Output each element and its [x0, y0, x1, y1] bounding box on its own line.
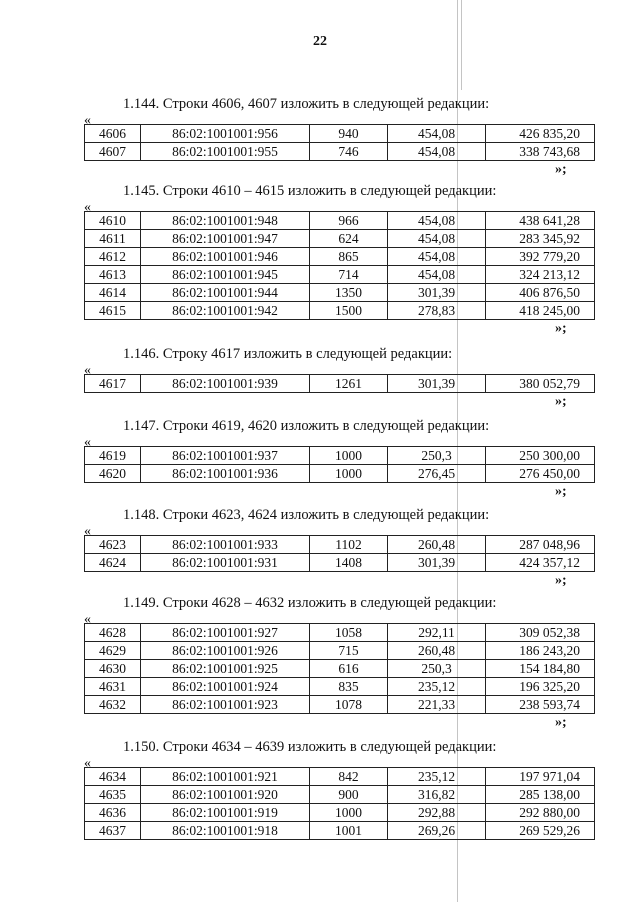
- table-row: [85, 125, 595, 143]
- rate-cell: 278,83: [388, 302, 486, 320]
- value-cell: 406 876,50: [486, 284, 595, 302]
- area-cell: 1000: [310, 465, 388, 483]
- row-number-cell: 4635: [85, 786, 141, 804]
- cadastral-number-cell: 86:02:1001001:920: [141, 786, 310, 804]
- value-cell: 197 971,04: [486, 768, 595, 786]
- rate-cell: 292,11: [388, 624, 486, 642]
- table-row: [85, 375, 595, 393]
- value-cell: 309 052,38: [486, 624, 595, 642]
- closing-quote: »;: [555, 162, 567, 177]
- table-row: [85, 660, 595, 678]
- row-number-cell: 4624: [85, 554, 141, 572]
- parcel-table: [84, 535, 595, 572]
- table-row: [85, 212, 595, 230]
- table-row: [85, 230, 595, 248]
- area-cell: 715: [310, 642, 388, 660]
- section-heading: 1.150. Строки 4634 – 4639 изложить в следующей редакции:: [123, 739, 497, 755]
- opening-quote: «: [84, 200, 91, 215]
- rate-cell: 250,3: [388, 660, 486, 678]
- rate-cell: 301,39: [388, 284, 486, 302]
- rate-cell: 260,48: [388, 536, 486, 554]
- table-row: [85, 536, 595, 554]
- area-cell: 1001: [310, 822, 388, 840]
- section-heading: 1.147. Строки 4619, 4620 изложить в следующей редакции:: [123, 418, 490, 434]
- area-cell: 1058: [310, 624, 388, 642]
- area-cell: 1078: [310, 696, 388, 714]
- value-cell: 285 138,00: [486, 786, 595, 804]
- row-number-cell: 4630: [85, 660, 141, 678]
- cadastral-number-cell: 86:02:1001001:931: [141, 554, 310, 572]
- row-number-cell: 4620: [85, 465, 141, 483]
- row-number-cell: 4617: [85, 375, 141, 393]
- table-row: [85, 642, 595, 660]
- cadastral-number-cell: 86:02:1001001:921: [141, 768, 310, 786]
- table-row: [85, 248, 595, 266]
- section-heading: 1.145. Строки 4610 – 4615 изложить в следующей редакции:: [123, 183, 497, 199]
- value-cell: 438 641,28: [486, 212, 595, 230]
- cadastral-number-cell: 86:02:1001001:919: [141, 804, 310, 822]
- closing-quote: »;: [555, 715, 567, 730]
- rate-cell: 301,39: [388, 554, 486, 572]
- area-cell: 940: [310, 125, 388, 143]
- area-cell: 624: [310, 230, 388, 248]
- rate-cell: 269,26: [388, 822, 486, 840]
- table-row: [85, 804, 595, 822]
- value-cell: 269 529,26: [486, 822, 595, 840]
- opening-quote: «: [84, 435, 91, 450]
- rate-cell: 454,08: [388, 143, 486, 161]
- table-row: [85, 447, 595, 465]
- parcel-table: [84, 623, 595, 714]
- area-cell: 865: [310, 248, 388, 266]
- area-cell: 900: [310, 786, 388, 804]
- row-number-cell: 4636: [85, 804, 141, 822]
- area-cell: 966: [310, 212, 388, 230]
- value-cell: 186 243,20: [486, 642, 595, 660]
- rate-cell: 292,88: [388, 804, 486, 822]
- value-cell: 392 779,20: [486, 248, 595, 266]
- row-number-cell: 4614: [85, 284, 141, 302]
- closing-quote: »;: [555, 484, 567, 499]
- opening-quote: «: [84, 363, 91, 378]
- value-cell: 324 213,12: [486, 266, 595, 284]
- rate-cell: 235,12: [388, 768, 486, 786]
- table-row: [85, 624, 595, 642]
- rate-cell: 454,08: [388, 230, 486, 248]
- row-number-cell: 4623: [85, 536, 141, 554]
- area-cell: 1000: [310, 447, 388, 465]
- area-cell: 835: [310, 678, 388, 696]
- area-cell: 1408: [310, 554, 388, 572]
- area-cell: 1102: [310, 536, 388, 554]
- cadastral-number-cell: 86:02:1001001:933: [141, 536, 310, 554]
- value-cell: 250 300,00: [486, 447, 595, 465]
- section-heading: 1.149. Строки 4628 – 4632 изложить в следующей редакции:: [123, 595, 497, 611]
- row-number-cell: 4634: [85, 768, 141, 786]
- closing-quote: »;: [555, 321, 567, 336]
- row-number-cell: 4637: [85, 822, 141, 840]
- row-number-cell: 4611: [85, 230, 141, 248]
- cadastral-number-cell: 86:02:1001001:918: [141, 822, 310, 840]
- value-cell: 276 450,00: [486, 465, 595, 483]
- cadastral-number-cell: 86:02:1001001:944: [141, 284, 310, 302]
- rate-cell: 454,08: [388, 266, 486, 284]
- rate-cell: 235,12: [388, 678, 486, 696]
- opening-quote: «: [84, 113, 91, 128]
- table-row: [85, 266, 595, 284]
- table-row: [85, 302, 595, 320]
- cadastral-number-cell: 86:02:1001001:955: [141, 143, 310, 161]
- table-row: [85, 284, 595, 302]
- value-cell: 238 593,74: [486, 696, 595, 714]
- parcel-table: [84, 124, 595, 161]
- cadastral-number-cell: 86:02:1001001:945: [141, 266, 310, 284]
- opening-quote: «: [84, 612, 91, 627]
- value-cell: 287 048,96: [486, 536, 595, 554]
- row-number-cell: 4607: [85, 143, 141, 161]
- cadastral-number-cell: 86:02:1001001:947: [141, 230, 310, 248]
- table-row: [85, 678, 595, 696]
- opening-quote: «: [84, 524, 91, 539]
- value-cell: 380 052,79: [486, 375, 595, 393]
- row-number-cell: 4613: [85, 266, 141, 284]
- cadastral-number-cell: 86:02:1001001:925: [141, 660, 310, 678]
- rate-cell: 316,82: [388, 786, 486, 804]
- rate-cell: 454,08: [388, 248, 486, 266]
- value-cell: 426 835,20: [486, 125, 595, 143]
- rate-cell: 276,45: [388, 465, 486, 483]
- area-cell: 616: [310, 660, 388, 678]
- value-cell: 292 880,00: [486, 804, 595, 822]
- parcel-table: [84, 374, 595, 393]
- rate-cell: 454,08: [388, 212, 486, 230]
- section-heading: 1.146. Строку 4617 изложить в следующей редакции:: [123, 346, 453, 362]
- cadastral-number-cell: 86:02:1001001:948: [141, 212, 310, 230]
- opening-quote: «: [84, 756, 91, 771]
- cadastral-number-cell: 86:02:1001001:937: [141, 447, 310, 465]
- cadastral-number-cell: 86:02:1001001:926: [141, 642, 310, 660]
- closing-quote: »;: [555, 394, 567, 409]
- parcel-table: [84, 767, 595, 840]
- row-number-cell: 4615: [85, 302, 141, 320]
- cadastral-number-cell: 86:02:1001001:939: [141, 375, 310, 393]
- rate-cell: 221,33: [388, 696, 486, 714]
- parcel-table: [84, 211, 595, 320]
- section-heading: 1.144. Строки 4606, 4607 изложить в следующей редакции:: [123, 96, 490, 112]
- row-number-cell: 4606: [85, 125, 141, 143]
- rate-cell: 260,48: [388, 642, 486, 660]
- row-number-cell: 4629: [85, 642, 141, 660]
- table-row: [85, 696, 595, 714]
- table-row: [85, 822, 595, 840]
- parcel-table: [84, 446, 595, 483]
- cadastral-number-cell: 86:02:1001001:923: [141, 696, 310, 714]
- area-cell: 746: [310, 143, 388, 161]
- cadastral-number-cell: 86:02:1001001:927: [141, 624, 310, 642]
- table-row: [85, 768, 595, 786]
- row-number-cell: 4619: [85, 447, 141, 465]
- cadastral-number-cell: 86:02:1001001:946: [141, 248, 310, 266]
- area-cell: 1350: [310, 284, 388, 302]
- area-cell: 1500: [310, 302, 388, 320]
- cadastral-number-cell: 86:02:1001001:924: [141, 678, 310, 696]
- rate-cell: 301,39: [388, 375, 486, 393]
- rate-cell: 250,3: [388, 447, 486, 465]
- value-cell: 418 245,00: [486, 302, 595, 320]
- area-cell: 714: [310, 266, 388, 284]
- cadastral-number-cell: 86:02:1001001:956: [141, 125, 310, 143]
- area-cell: 842: [310, 768, 388, 786]
- value-cell: 283 345,92: [486, 230, 595, 248]
- table-row: [85, 143, 595, 161]
- value-cell: 338 743,68: [486, 143, 595, 161]
- area-cell: 1261: [310, 375, 388, 393]
- value-cell: 196 325,20: [486, 678, 595, 696]
- row-number-cell: 4610: [85, 212, 141, 230]
- rate-cell: 454,08: [388, 125, 486, 143]
- closing-quote: »;: [555, 573, 567, 588]
- cadastral-number-cell: 86:02:1001001:936: [141, 465, 310, 483]
- area-cell: 1000: [310, 804, 388, 822]
- cadastral-number-cell: 86:02:1001001:942: [141, 302, 310, 320]
- value-cell: 424 357,12: [486, 554, 595, 572]
- table-row: [85, 554, 595, 572]
- row-number-cell: 4612: [85, 248, 141, 266]
- value-cell: 154 184,80: [486, 660, 595, 678]
- table-row: [85, 465, 595, 483]
- section-heading: 1.148. Строки 4623, 4624 изложить в следующей редакции:: [123, 507, 490, 523]
- row-number-cell: 4632: [85, 696, 141, 714]
- page-number: 22: [313, 34, 327, 49]
- row-number-cell: 4628: [85, 624, 141, 642]
- table-row: [85, 786, 595, 804]
- row-number-cell: 4631: [85, 678, 141, 696]
